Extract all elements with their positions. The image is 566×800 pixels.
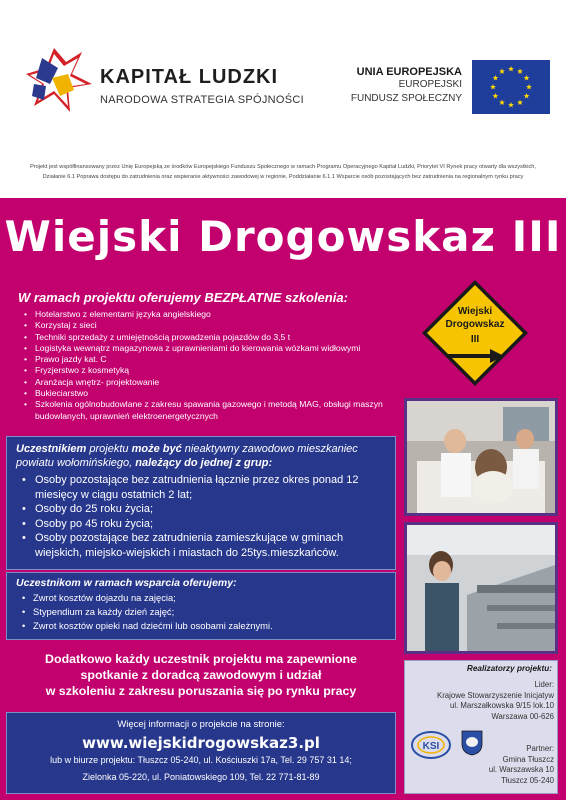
- list-item: • Osoby do 25 roku życia;: [18, 502, 392, 517]
- intro-text-2: nieaktywny zawodowo mieszkaniec powiatu wołomińskiego,: [16, 443, 358, 469]
- participants-list: [18, 473, 392, 560]
- more-info-label: Więcej informacji o projekcie na stronie:: [117, 719, 285, 730]
- lider-city: Warszawa 00-626: [491, 711, 554, 721]
- list-item: • Osoby po 45 roku życia;: [18, 517, 392, 532]
- intro-bold-1: Uczestnikiem: [16, 443, 87, 455]
- lider-street: ul. Marszałkowska 9/15 lok.10: [449, 701, 554, 711]
- list-item: • Bukieciarstwo: [22, 388, 402, 399]
- list-item: • Stypendium za każdy dzień zajęć;: [18, 605, 392, 619]
- lider-name: Krajowe Stowarzyszenie Inicjatyw: [437, 690, 554, 700]
- partners-heading: Realizatorzy projektu:: [466, 664, 552, 673]
- hairdressing-photo: [404, 398, 558, 516]
- road-sign-icon: [420, 278, 530, 388]
- lider-info: [404, 680, 554, 722]
- ksi-logo: [410, 730, 452, 760]
- offer-list: [22, 309, 402, 422]
- project-website-link[interactable]: www.wiejskidrogowskaz3.pl: [82, 734, 320, 752]
- list-item: • Logistyka wewnątrz magazynowa z uprawnieniami do kierowania wózkami widłowymi: [22, 343, 402, 354]
- partner-info: [466, 744, 554, 786]
- partner-street: ul. Warszawska 10: [488, 765, 554, 775]
- list-item: • Aranżacja wnętrz- projektowanie: [22, 377, 402, 388]
- list-item: • Szkolenia ogólnobudowlane z zakresu spawania gazowego i metodą MAG, obsługi maszyn budowlanych, uprawnień elektroenergetycznych: [22, 399, 402, 422]
- workshop-photo-image: [407, 525, 555, 651]
- sign-line-2: Drogowskaz: [445, 319, 505, 330]
- eu-flag-icon: [472, 60, 550, 114]
- partner-city: Tłuszcz 05-240: [501, 775, 554, 785]
- list-item: • Prawo jazdy kat. C: [22, 354, 402, 365]
- list-item: • Hotelarstwo z elementami języka angielskiego: [22, 309, 402, 320]
- offer-heading-bold: BEZPŁATNE: [204, 290, 282, 305]
- office-address-2: Zielonka 05-220, ul. Poniatowskiego 109, Tel. 22 771-81-89: [82, 772, 320, 782]
- header: [0, 0, 566, 180]
- list-item: • Zwrot kosztów opieki nad dziećmi lub osobami zależnymi.: [18, 619, 392, 633]
- kapital-ludzki-subtitle: NARODOWA STRATEGIA SPÓJNOŚCI: [100, 94, 304, 106]
- eu-line-1: EUROPEJSKI: [398, 79, 462, 90]
- arrow-right-icon: [448, 349, 504, 363]
- page-title: Wiejski Drogowskaz III: [4, 212, 562, 261]
- eu-line-2: FUNDUSZ SPOŁECZNY: [350, 93, 462, 104]
- kapital-ludzki-logo: [24, 44, 96, 116]
- intro-bold-2: może być: [131, 443, 182, 455]
- list-item: • Korzystaj z sieci: [22, 320, 402, 331]
- list-item: • Zwrot kosztów dojazdu na zajęcia;: [18, 591, 392, 605]
- support-heading: Uczestnikom w ramach wsparcia oferujemy:: [16, 577, 237, 589]
- list-item: • Techniki sprzedaży z umiejętnością prowadzenia pojazdów do 3,5 t: [22, 332, 402, 343]
- offer-heading: [18, 290, 348, 305]
- office-address-1: lub w biurze projektu: Tłuszcz 05-240, ul. Kościuszki 17a, Tel. 29 757 31 14;: [50, 755, 352, 765]
- funding-note: Projekt jest współfinansowany przez Unię Europejską ze środków Europejskiego Funduszu Społecznego w ramach Programu Operacyjnego Kapitał Ludzki, Priorytet VI Rynek pracy otwarty dla wszystkich, Działanie 6.1 Poprawa dostępu do zatrudnienia oraz wspieranie aktywności zawodowej w regionie, Poddziałanie 6.1.1 Wsparcie osób pozostających bez zatrudnienia na regionalnym rynku pracy: [30, 164, 536, 180]
- svg-text:KSI: KSI: [422, 741, 440, 752]
- welding-workshop-photo: [404, 522, 558, 654]
- partner-label: Partner:: [526, 744, 554, 753]
- offer-heading-pre: W ramach projektu oferujemy: [18, 290, 205, 305]
- eu-title: UNIA EUROPEJSKA: [356, 66, 462, 78]
- sign-line-3: III: [470, 334, 480, 345]
- support-list: [18, 591, 392, 633]
- hairdressing-photo-image: [407, 401, 555, 513]
- intro-bold-3: należący do jednej z grup:: [135, 457, 273, 469]
- lider-label: Lider:: [534, 680, 554, 689]
- kapital-ludzki-title: KAPITAŁ LUDZKI: [100, 66, 279, 88]
- list-item: • Fryzjerstwo z kosmetyką: [22, 365, 402, 376]
- participants-intro: [16, 442, 392, 470]
- extra-line-3: w szkoleniu z zakresu poruszania się po rynku pracy: [45, 684, 357, 698]
- intro-text-1: projektu: [86, 443, 132, 455]
- extra-line-2: spotkanie z doradcą zawodowym i udział: [80, 668, 322, 682]
- partner-name: Gmina Tłuszcz: [502, 754, 554, 764]
- sign-line-1: Wiejski: [457, 306, 493, 317]
- list-item: • Osoby pozostające bez zatrudnienia zamieszkujące w gminach wiejskich, miejsko-wiejskich i miastach do 25tys.mieszkańców.: [18, 531, 392, 560]
- offer-heading-post: szkolenia:: [281, 290, 348, 305]
- extra-line-1: Dodatkowo każdy uczestnik projektu ma zapewnione: [45, 652, 357, 666]
- list-item: • Osoby pozostające bez zatrudnienia łącznie przez okres ponad 12 miesięcy w ciągu ostatnich 2 lat;: [18, 473, 392, 502]
- extra-offer: [6, 651, 396, 699]
- eu-label-block: [330, 66, 462, 106]
